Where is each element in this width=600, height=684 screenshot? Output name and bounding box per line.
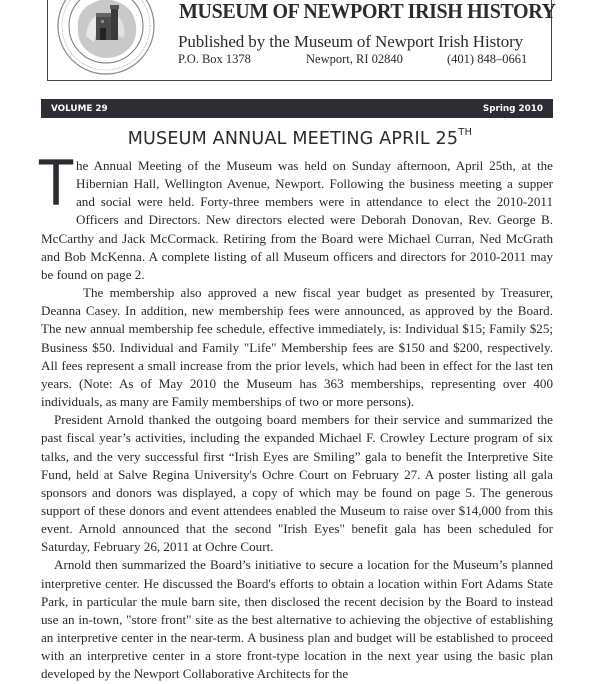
drop-cap: T [39, 147, 74, 220]
paragraph-2: The membership also approved a new fiscal year budget as presented by Treasurer, Deanna Casey. In addition, new membership fees were announced, as approved by the Board. The new annual membership fee schedule, effective immediately, is: Individual $15; Family $25; Business $50. Individual and Family "Life" Membership fees are $150 and $200, respectively. All fees represent a small increase from the prior levels, which had been in effect for the last ten years. (Note: As of May 2010 the Museum has 363 memberships, representing over 400 individuals, as many are Family memberships of two or more persons). [41, 285, 553, 410]
city-address: Newport, RI 02840 [306, 52, 403, 66]
headline-superscript: TH [458, 127, 473, 139]
paragraph-1 [39, 147, 553, 284]
phone-number: (401) 848–0661 [447, 52, 528, 66]
paragraph-4: Arnold then summarized the Board’s initiative to secure a location for the Museum’s planned interpretive center. He discussed the Board's efforts to obtain a location within Fort Adams State Park, in particular the mule barn site, then disclosed the recent decision by the Board to instead use an in-town, "store front" site as the best alternative to achieving the objective of establishing an interpretive center in the near-term. A business plan and budget will be established to proceed with an interpretive center in a store front-type location in the next year using the basic plan developed by the Newport Collaborative Architects for the [41, 557, 553, 682]
issue-bar [41, 99, 553, 118]
publisher-line: Published by the Museum of Newport Irish History [178, 32, 524, 51]
article-headline [0, 129, 600, 149]
article-body [39, 147, 553, 684]
publication-title: MUSEUM OF NEWPORT IRISH HISTORY [179, 0, 556, 23]
po-box: P.O. Box 1378 [178, 52, 251, 66]
paragraph-1-text: he Annual Meeting of the Museum was held on Sunday afternoon, April 25th, at the Hibernian Hall, Wellington Avenue, Newport. Following the business meeting a supper and social were held. Forty-three members were in attendance to elect the 2010-2011 Officers and Directors. New directors elected were Deborah Donovan, Rev. George B. McCarthy and Jack McCormack. Retiring from the Board were Michael Curran, Ned McGrath and Bob McKenna. A complete listing of all Museum officers and directors for 2010-2011 may be found on page 2. [41, 158, 553, 282]
masthead [47, 0, 556, 81]
paragraph-3: President Arnold thanked the outgoing board members for their service and summarized the past fiscal year’s activities, including the expanded Michael F. Crowley Lecture program of six talks, and the very successful first “Irish Eyes are Smiling” gala to benefit the Interpretive Site Fund, held at Salve Regina University's Ochre Court on February 27. A poster listing all gala sponsors and donors was displayed, a copy of which may be found on page 5. The generous support of these donors and event attendees enabled the Museum to raise over $14,000 from this event. Arnold announced that the second "Irish Eyes" benefit gala has been scheduled for Saturday, February 26, 2011 at Ochre Court. [41, 412, 553, 555]
season-label: Spring 2010 [482, 103, 543, 114]
museum-seal-icon [56, 0, 156, 76]
headline-text: MUSEUM ANNUAL MEETING APRIL 25 [127, 129, 459, 149]
volume-label: VOLUME 29 [51, 103, 108, 114]
